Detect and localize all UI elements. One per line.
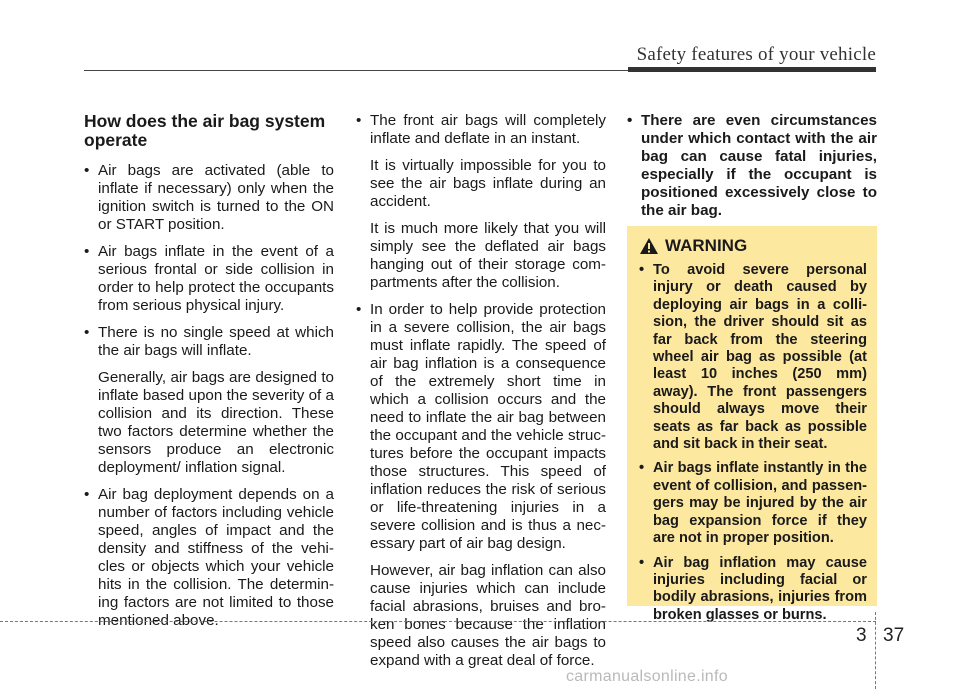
column-right <box>627 112 877 229</box>
page-number: 37 <box>883 625 905 646</box>
paragraph: It is virtually impossible for you to see the air bags inflate during an accident. <box>370 157 606 210</box>
watermark: carmanualsonline.info <box>566 668 728 685</box>
list-item: • Air bags inflate in the event of a serious frontal or side collision in order to help protect the occupants from serious physical injury. <box>84 243 334 315</box>
paragraph: Generally, air bags are designed to inflate based upon the severity of a collision and its direction. These two factors determine whether the sensors produce an electronic deployment/ inflation signal. <box>98 369 334 476</box>
warning-item: • Air bag inflation may cause injuries including facial or bodily abrasions, injuries from broken glasses or burns. <box>639 555 867 625</box>
list-item: • Air bags are activated (able to inflate if necessary) only when the ignition switch is turned to the ON or START position. <box>84 162 334 234</box>
list-item: • Air bag deployment depends on a number of factors including vehicle speed, angles of impact and the density and stiffness of the vehi- cles or objects which your vehicle hits in the collision. The determin- ing factors are not limited to those mentioned above. <box>84 486 334 630</box>
column-middle <box>356 112 606 679</box>
section-heading: How does the air bag system operate <box>84 111 326 150</box>
column-left <box>84 112 334 639</box>
list-item: • The front air bags will completely inflate and deflate in an instant. <box>356 112 606 148</box>
warning-box <box>627 226 877 623</box>
paragraph: It is much more likely that you will simply see the deflated air bags hanging out of their storage com- partments after the collision. <box>370 220 606 291</box>
chapter-number: 3 <box>856 625 867 646</box>
list-item: • There is no single speed at which the air bags will inflate. <box>84 324 334 360</box>
warning-item: • Air bags inflate instantly in the event of collision, and passen- gers may be injured by the air bag expansion force if they are not in proper position. <box>639 460 867 547</box>
warning-title: WARNING <box>665 236 748 255</box>
list-item: • There are even circumstances under which contact with the air bag can cause fatal injuries, especially if the occupant is positioned excessively close to the air bag. <box>627 112 877 220</box>
footer-rule <box>0 621 876 622</box>
header-title: Safety features of your vehicle <box>636 44 876 65</box>
paragraph: However, air bag inflation can also cause injuries which can include facial abrasions, bruises and bro- ken bones because the inflation speed also causes the air bags to expand with a great deal of force. <box>370 562 606 669</box>
list-item: • In order to help provide protection in a severe collision, the air bags must inflate rapidly. The speed of air bag inflation is a consequence of the extremely short time in which a collision occurs and the need to inflate the air bag between the occupant and the vehicle struc- tures before the occupant impacts those structures. This speed of inflation reduces the risk of serious or life-threatening injuries in a severe collision and is thus a nec- essary part of air bag design. <box>356 301 606 553</box>
footer-divider <box>875 612 876 689</box>
header-rule-accent <box>628 67 876 72</box>
warning-triangle-icon <box>639 237 659 255</box>
warning-header <box>639 236 867 256</box>
warning-item: • To avoid severe personal injury or death caused by deploying air bags in a colli- sion, the driver should sit as far back from the steering wheel air bag as possible (at least 10 inches (250 mm) away). The front passengers should always move their seats as far back as possible and sit back in their seat. <box>639 262 867 453</box>
